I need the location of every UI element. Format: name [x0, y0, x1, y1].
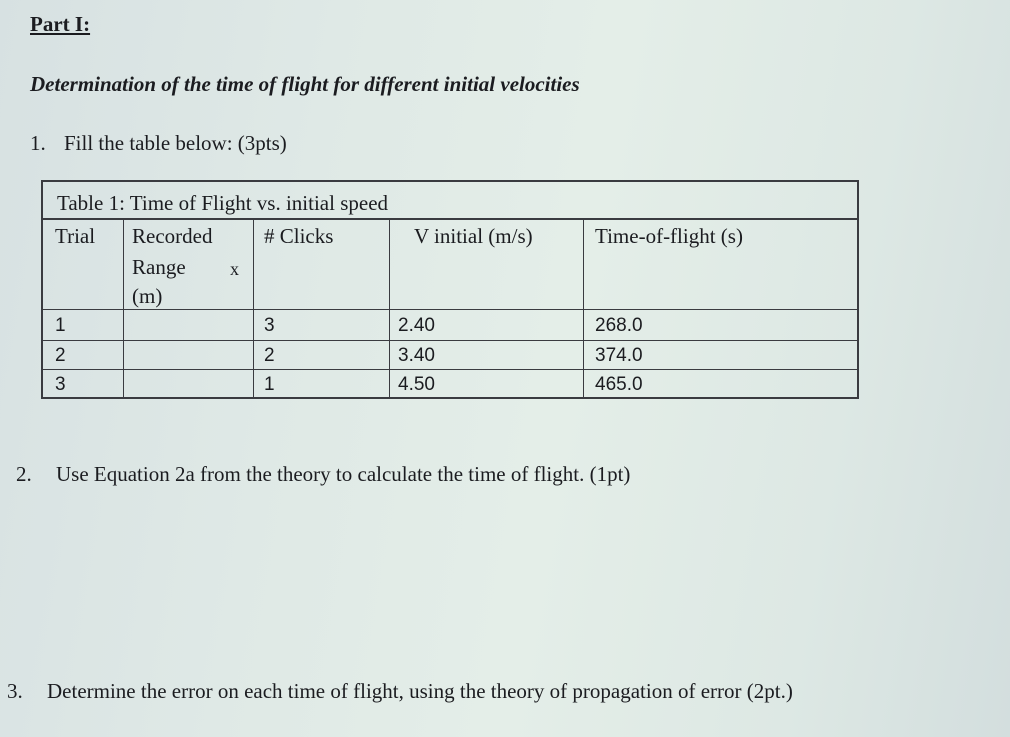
header-range-x: x	[230, 259, 239, 279]
question-2	[16, 462, 630, 487]
row-1-time-of-flight: 268.0	[595, 315, 643, 336]
header-time-of-flight: Time-of-flight (s)	[595, 224, 743, 248]
row-3-v-initial: 4.50	[398, 374, 435, 395]
row-3-trial: 3	[55, 374, 66, 395]
header-range-line1: Recorded	[132, 224, 213, 248]
header-range-line3: (m)	[132, 284, 163, 308]
question-1-text: Fill the table below: (3pts)	[64, 131, 287, 155]
question-3	[7, 679, 793, 704]
row-2-trial: 2	[55, 345, 66, 366]
row-2-time-of-flight: 374.0	[595, 345, 643, 366]
row-3-time-of-flight: 465.0	[595, 374, 643, 395]
question-2-number: 2.	[16, 462, 32, 486]
question-1	[30, 131, 287, 156]
row-divider	[43, 369, 857, 370]
question-1-number: 1.	[30, 131, 46, 155]
row-1-clicks: 3	[264, 315, 275, 336]
row-divider	[43, 309, 857, 310]
row-divider	[43, 340, 857, 341]
time-of-flight-table	[41, 180, 859, 399]
row-1-v-initial: 2.40	[398, 315, 435, 336]
table-caption: Table 1: Time of Flight vs. initial speed	[43, 182, 857, 220]
question-3-text: Determine the error on each time of flight, using the theory of propagation of error (2pt.)	[47, 679, 793, 703]
row-2-v-initial: 3.40	[398, 345, 435, 366]
header-trial: Trial	[55, 224, 96, 248]
row-2-clicks: 2	[264, 345, 275, 366]
header-v-initial: V initial (m/s)	[414, 224, 533, 248]
section-subtitle: Determination of the time of flight for different initial velocities	[30, 72, 580, 96]
header-range-line2: Range	[132, 255, 186, 279]
part-title: Part I:	[30, 12, 91, 36]
row-1-trial: 1	[55, 315, 66, 336]
question-3-number: 3.	[7, 679, 23, 703]
header-clicks: # Clicks	[264, 224, 334, 248]
question-2-text: Use Equation 2a from the theory to calculate the time of flight. (1pt)	[56, 462, 631, 486]
row-3-clicks: 1	[264, 374, 275, 395]
